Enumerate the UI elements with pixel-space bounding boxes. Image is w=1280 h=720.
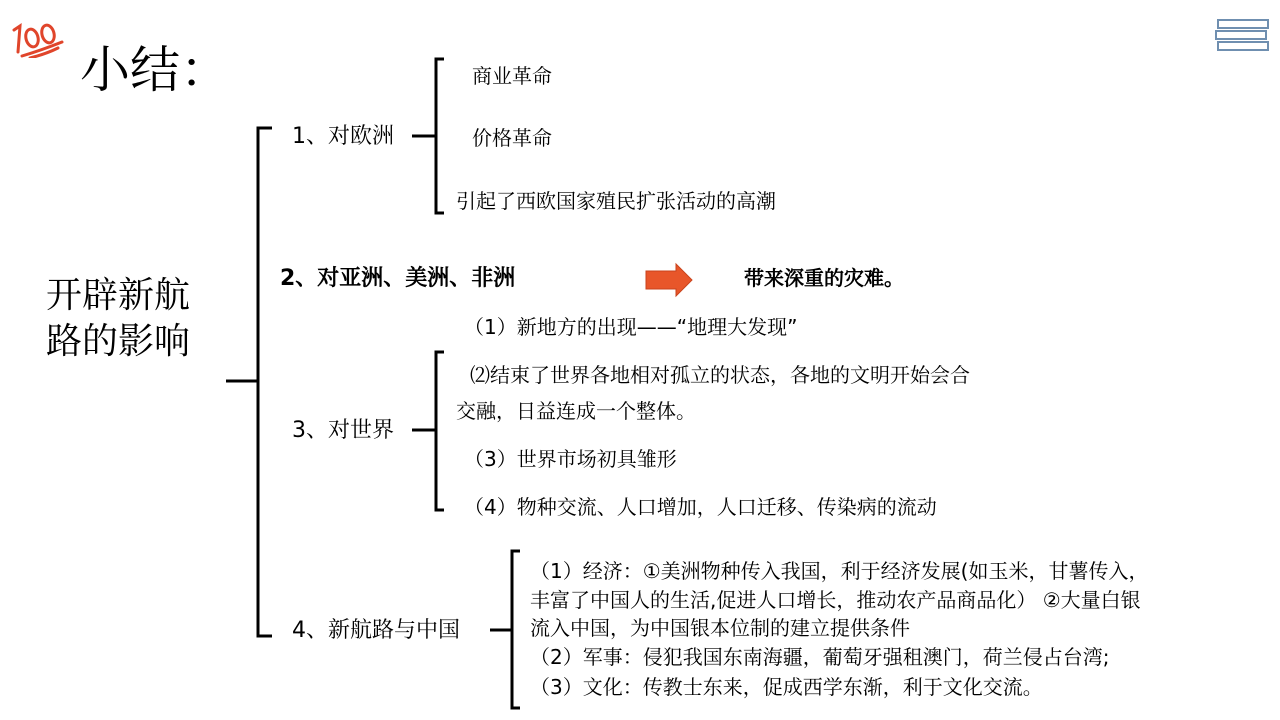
china-item-3: （3）文化：传教士东来，促成西学东渐，利于文化交流。 (530, 675, 1043, 699)
world-item-1: （1）新地方的出现——“地理大发现” (464, 315, 798, 339)
china-item-2: （2）军事：侵犯我国东南海疆，葡萄牙强租澳门，荷兰侵占台湾; (530, 645, 1110, 669)
slides-stack-icon[interactable] (1214, 18, 1270, 54)
page-title: 小结： (80, 41, 230, 99)
main-brace (258, 128, 272, 636)
root-node: 开辟新航路的影响 (46, 275, 191, 362)
china-item-1-cont: 丰富了中国人的生活,促进人口增长，推动农产品商品化） ②大量白银 (530, 588, 1141, 612)
asia-result: 带来深重的灾难。 (744, 266, 904, 290)
world-item-2: ⑵结束了世界各地相对孤立的状态，各地的文明开始会合 (470, 363, 970, 387)
world-item-3: （3）世界市场初具雏形 (464, 447, 677, 471)
brace-china (512, 551, 520, 708)
europe-item-1: 商业革命 (472, 64, 552, 88)
branch-world-label: 3、对世界 (292, 418, 394, 443)
branch-europe-label: 1、对欧洲 (292, 124, 394, 149)
brace-world (436, 352, 444, 510)
china-item-1-cont2: 流入中国，为中国银本位制的建立提供条件 (530, 616, 910, 640)
world-item-4: （4）物种交流、人口增加，人口迁移、传染病的流动 (464, 495, 937, 519)
branch-china-label: 4、新航路与中国 (292, 618, 460, 643)
europe-item-2: 价格革命 (472, 126, 552, 150)
branch-asia-label: 2、对亚洲、美洲、非洲 (280, 266, 516, 291)
arrow-right-icon (646, 264, 692, 296)
world-item-2-cont: 交融，日益连成一个整体。 (456, 399, 696, 423)
china-item-1: （1）经济：①美洲物种传入我国，利于经济发展(如玉米，甘薯传入， (530, 559, 1149, 583)
brace-europe (436, 59, 444, 213)
hundred-points-icon (8, 14, 68, 58)
europe-item-3: 引起了西欧国家殖民扩张活动的高潮 (456, 189, 776, 213)
